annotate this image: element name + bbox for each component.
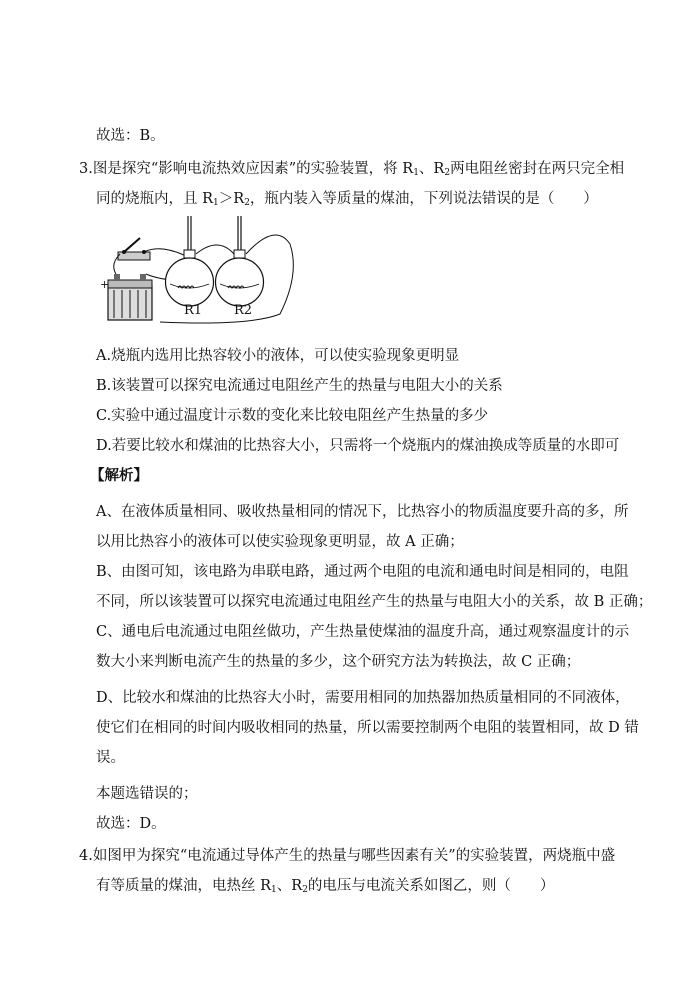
conclusion-line: 本题选错误的； <box>96 786 198 802</box>
analysis-d-line-2: 使它们在相同的时间内吸收相同的热量，所以需要控制两个电阻的装置相同，故 D 错 <box>96 720 639 736</box>
analysis-d-line-3: 误。 <box>96 750 125 766</box>
question-4-line-1: 4.如图甲为探究“电流通过导体产生的热量与哪些因素有关”的实验装置，两烧瓶中盛 <box>79 848 616 864</box>
option-c: C.实验中通过温度计示数的变化来比较电阻丝产生热量的多少 <box>96 408 489 424</box>
option-b: B.该装置可以探究电流通过电阻丝产生的热量与电阻大小的关系 <box>96 378 503 394</box>
analysis-b-line-2: 不同，所以该装置可以探究电流通过电阻丝产生的热量与电阻大小的关系，故 B 正确； <box>96 594 653 610</box>
option-a: A.烧瓶内选用比热容较小的液体，可以使实验现象更明显 <box>96 348 460 364</box>
analysis-heading: 【解析】 <box>90 467 148 484</box>
analysis-a-line-1: A、在液体质量相同、吸收热量相同的情况下，比热容小的物质温度要升高的多，所 <box>96 504 629 520</box>
question-3-line-1: 3.图是探究“影响电流热效应因素”的实验装置，将 $R_1$、$R_2$两电阻丝密封在两只完全相 <box>79 161 625 178</box>
analysis-d-line-1: D、比较水和煤油的比热容大小时，需要用相同的加热器加热质量相同的不同液体， <box>96 690 630 706</box>
switch-icon <box>118 238 150 260</box>
r2-label: R2 <box>234 303 253 318</box>
question-3-line-2: 同的烧瓶内，且 $R_1>R_2$，瓶内装入等质量的煤油，下列说法错误的是（ ） <box>96 191 598 208</box>
analysis-c-line-2: 数大小来判断电流产生的热量的多少，这个研究方法为转换法，故 C 正确； <box>96 654 581 670</box>
answer-line: 故选：D。 <box>96 816 166 832</box>
line-1: 故选：B。 <box>96 128 165 144</box>
analysis-c-line-1: C、通电后电流通过电阻丝做功，产生热量使煤油的温度升高，通过观察温度计的示 <box>96 624 630 640</box>
option-d: D.若要比较水和煤油的比热容大小，只需将一个烧瓶内的煤油换成等质量的水即可 <box>96 438 620 454</box>
flask-r2-icon <box>216 216 264 306</box>
flask-r1-icon <box>166 216 214 306</box>
battery-icon <box>108 274 152 320</box>
experiment-diagram <box>100 214 305 329</box>
analysis-a-line-2: 以用比热容小的液体可以使实验现象更明显，故 A 正确； <box>96 534 464 550</box>
analysis-b-line-1: B、由图可知，该电路为串联电路，通过两个电阻的电流和通电时间是相同的，电阻 <box>96 564 629 580</box>
plus-sign: + <box>100 278 110 291</box>
r1-label: R1 <box>184 303 203 318</box>
question-4-line-2: 有等质量的煤油，电热丝 $R_1$、$R_2$的电压与电流关系如图乙，则（ ） <box>96 878 555 895</box>
